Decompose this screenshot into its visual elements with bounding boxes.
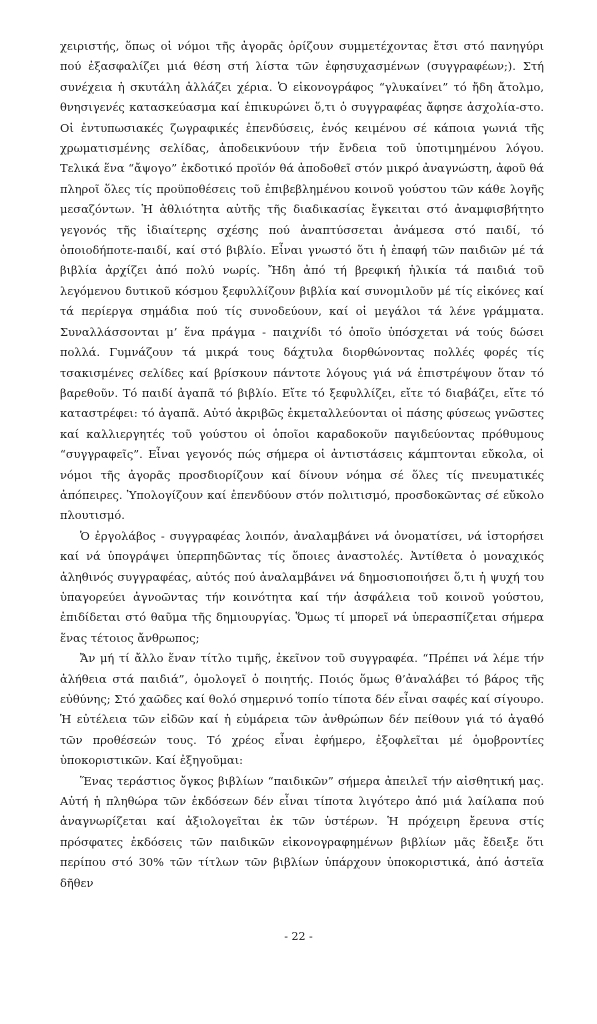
page-number: - 22 - (284, 930, 313, 943)
document-body (60, 36, 544, 893)
body-paragraph-1: χειριστής, ὅπως οἱ νόμοι τῆς ἀγορᾶς ὁρίζουν συμμετέχοντας ἔτσι στό πανηγύρι πού ἐξασφαλίζει μιά θέση στή λίστα τῶν ἐφησυχασμένων (συγγραφέων;). Στή συνέχεια ἡ σκυτάλη ἀλλάζει χέρια. Ὁ εἰκονογράφος “γλυκαίνει” τό ἤδη ἄτολμο, θνησιγενές κατασκεύασμα καί ἐπικυρώνει ὅ,τι ὁ συγγραφέας ἄφησε ἀσχολία-στο. Οἱ ἐντυπωσιακές ζωγραφικές ἐπενδύσεις, ἑνός κειμένου σέ κάποια γωνιά τῆς χρωματισμένης σελίδας, ἀποδεικνύουν τήν ἔνδεια τοῦ ὑποτιμημένου λόγου. Τελικά ἕνα “ἄψογο” ἐκδοτικό προϊόν θά ἀποδοθεῖ στόν μικρό ἀναγνώστη, ἀφοῦ θά πληροῖ ὅλες τίς προϋποθέσεις τοῦ ἐπιβεβλημένου κοινοῦ γούστου τῶν κάθε λογῆς μεσαζόντων. Ἡ ἀθλιότητα αὐτῆς τῆς διαδικασίας ἔγκειται στό ἀναμφισβήτητο γεγονός τῆς ἰδιαίτερης σχέσης πού ἀναπτύσσεται ἀνάμεσα στό παιδί, τό ὁποιοδήποτε-παιδί, καί στό βιβλίο. Εἶναι γνωστό ὅτι ἡ ἐπαφή τῶν παιδιῶν μέ τά βιβλία ἀρχίζει ἀπό πολύ νωρίς. Ἤδη ἀπό τή βρεφική ἡλικία τά παιδιά τοῦ λεγόμενου δυτικοῦ κόσμου ξεφυλλίζουν βιβλία καί συνομιλοῦν μέ τίς εἰκόνες καί τά περίεργα σημάδια πού τίς συνοδεύουν, καί οἱ μεγάλοι τά λένε γράμματα. Συναλλάσσονται μ’ ἕνα πράγμα - παιχνίδι τό ὁποῖο ὑπόσχεται νά τούς δώσει πολλά. Γυμνάζουν τά μικρά τους δάχτυλα διορθώνοντας πολλές φορές τίς τσακισμένες σελίδες καί βρίσκουν πάντοτε λόγους γιά νά ἐπιστρέψουν ὅταν τό βαρεθοῦν. Τό παιδί ἀγαπᾶ τό βιβλίο. Εἴτε τό ξεφυλλίζει, εἴτε τό διαβάζει, εἴτε τό καταστρέφει: τό ἀγαπᾶ. Αὐτό ἀκριβῶς ἐκμεταλλεύονται οἱ πάσης φύσεως γνῶστες καί καλλιεργητές τοῦ γούστου οἱ ὁποῖοι καραδοκοῦν παγιδεύοντας πρόθυμους “συγγραφεῖς”. Εἶναι γεγονός πώς σήμερα οἱ ἀντιστάσεις κάμπτονται εὔκολα, οἱ νόμοι τῆς ἀγορᾶς προσδιορίζουν καί δίνουν νόημα σέ ὅλες τίς πνευματικές ἀπόπειρες. Ὑπολογίζουν καί ἐπενδύουν στόν πολιτισμό, προσδοκῶντας σέ εὔκολο πλουτισμό. (60, 39, 544, 523)
body-paragraph-2: Ὁ ἐργολάβος - συγγραφέας λοιπόν, ἀναλαμβάνει νά ὀνοματίσει, νά ἱστορήσει καί νά ὑπογράψει ὑπερπηδῶντας τίς ὅποιες ἀναστολές. Ἀντίθετα ὁ μοναχικός ἀληθινός συγγραφέας, αὐτός πού ἀναλαμβάνει νά δημοσιοποιήσει ὅ,τι ἡ ψυχή του ὑπαγορεύει ἀγνοῶντας τήν κοινότητα καί τήν ἀσφάλεια τοῦ κοινοῦ γούστου, ἐπιδίδεται στό θαῦμα τῆς δημιουργίας. Ὅμως τί μπορεῖ νά ὑπερασπίζεται σήμερα ἕνας τέτοιος ἄνθρωπος; (60, 528, 544, 645)
body-paragraph-3: Ἄν μή τί ἄλλο ἕναν τίτλο τιμῆς, ἐκεῖνον τοῦ συγγραφέα. “Πρέπει νά λέμε τήν ἀλήθεια στά παιδιά”, ὁμολογεῖ ὁ ποιητής. Ποιός ὅμως θ’ἀναλάβει τό βάρος τῆς εὐθύνης; Στό χαῶδες καί θολό σημερινό τοπίο τίποτα δέν εἶναι σαφές καί σίγουρο. Ἡ εὐτέλεια τῶν εἰδῶν καί ἡ εὐμάρεια τῶν ἀνθρώπων δέν πείθουν γιά τό ἀγαθό τῶν προθέσεών τους. Τό χρέος εἶναι ἐφήμερο, ἐξοφλεῖται μέ ὁμοβροντίες ὑποκοριστικῶν. Καί ἐξηγοῦμαι: (60, 651, 544, 768)
body-paragraph-4: Ἕνας τεράστιος ὄγκος βιβλίων “παιδικῶν” σήμερα ἀπειλεῖ τήν αἰσθητική μας. Αὐτή ἡ πληθώρα τῶν ἐκδόσεων δέν εἶναι τίποτα λιγότερο ἀπό μιά λαίλαπα πού ἀναγνωρίζεται καί ἀξιολογεῖται ἐκ τῶν ὑστέρων. Ἡ πρόχειρη ἔρευνα στίς πρόσφατες ἐκδόσεις τῶν παιδικῶν εἰκονογραφημένων βιβλίων μᾶς ἔδειξε ὅτι περίπου στό 30% τῶν τίτλων τῶν βιβλίων ὑπάρχουν ὑποκοριστικά, ἀπό ἀστεῖα δῆθεν (60, 773, 544, 890)
